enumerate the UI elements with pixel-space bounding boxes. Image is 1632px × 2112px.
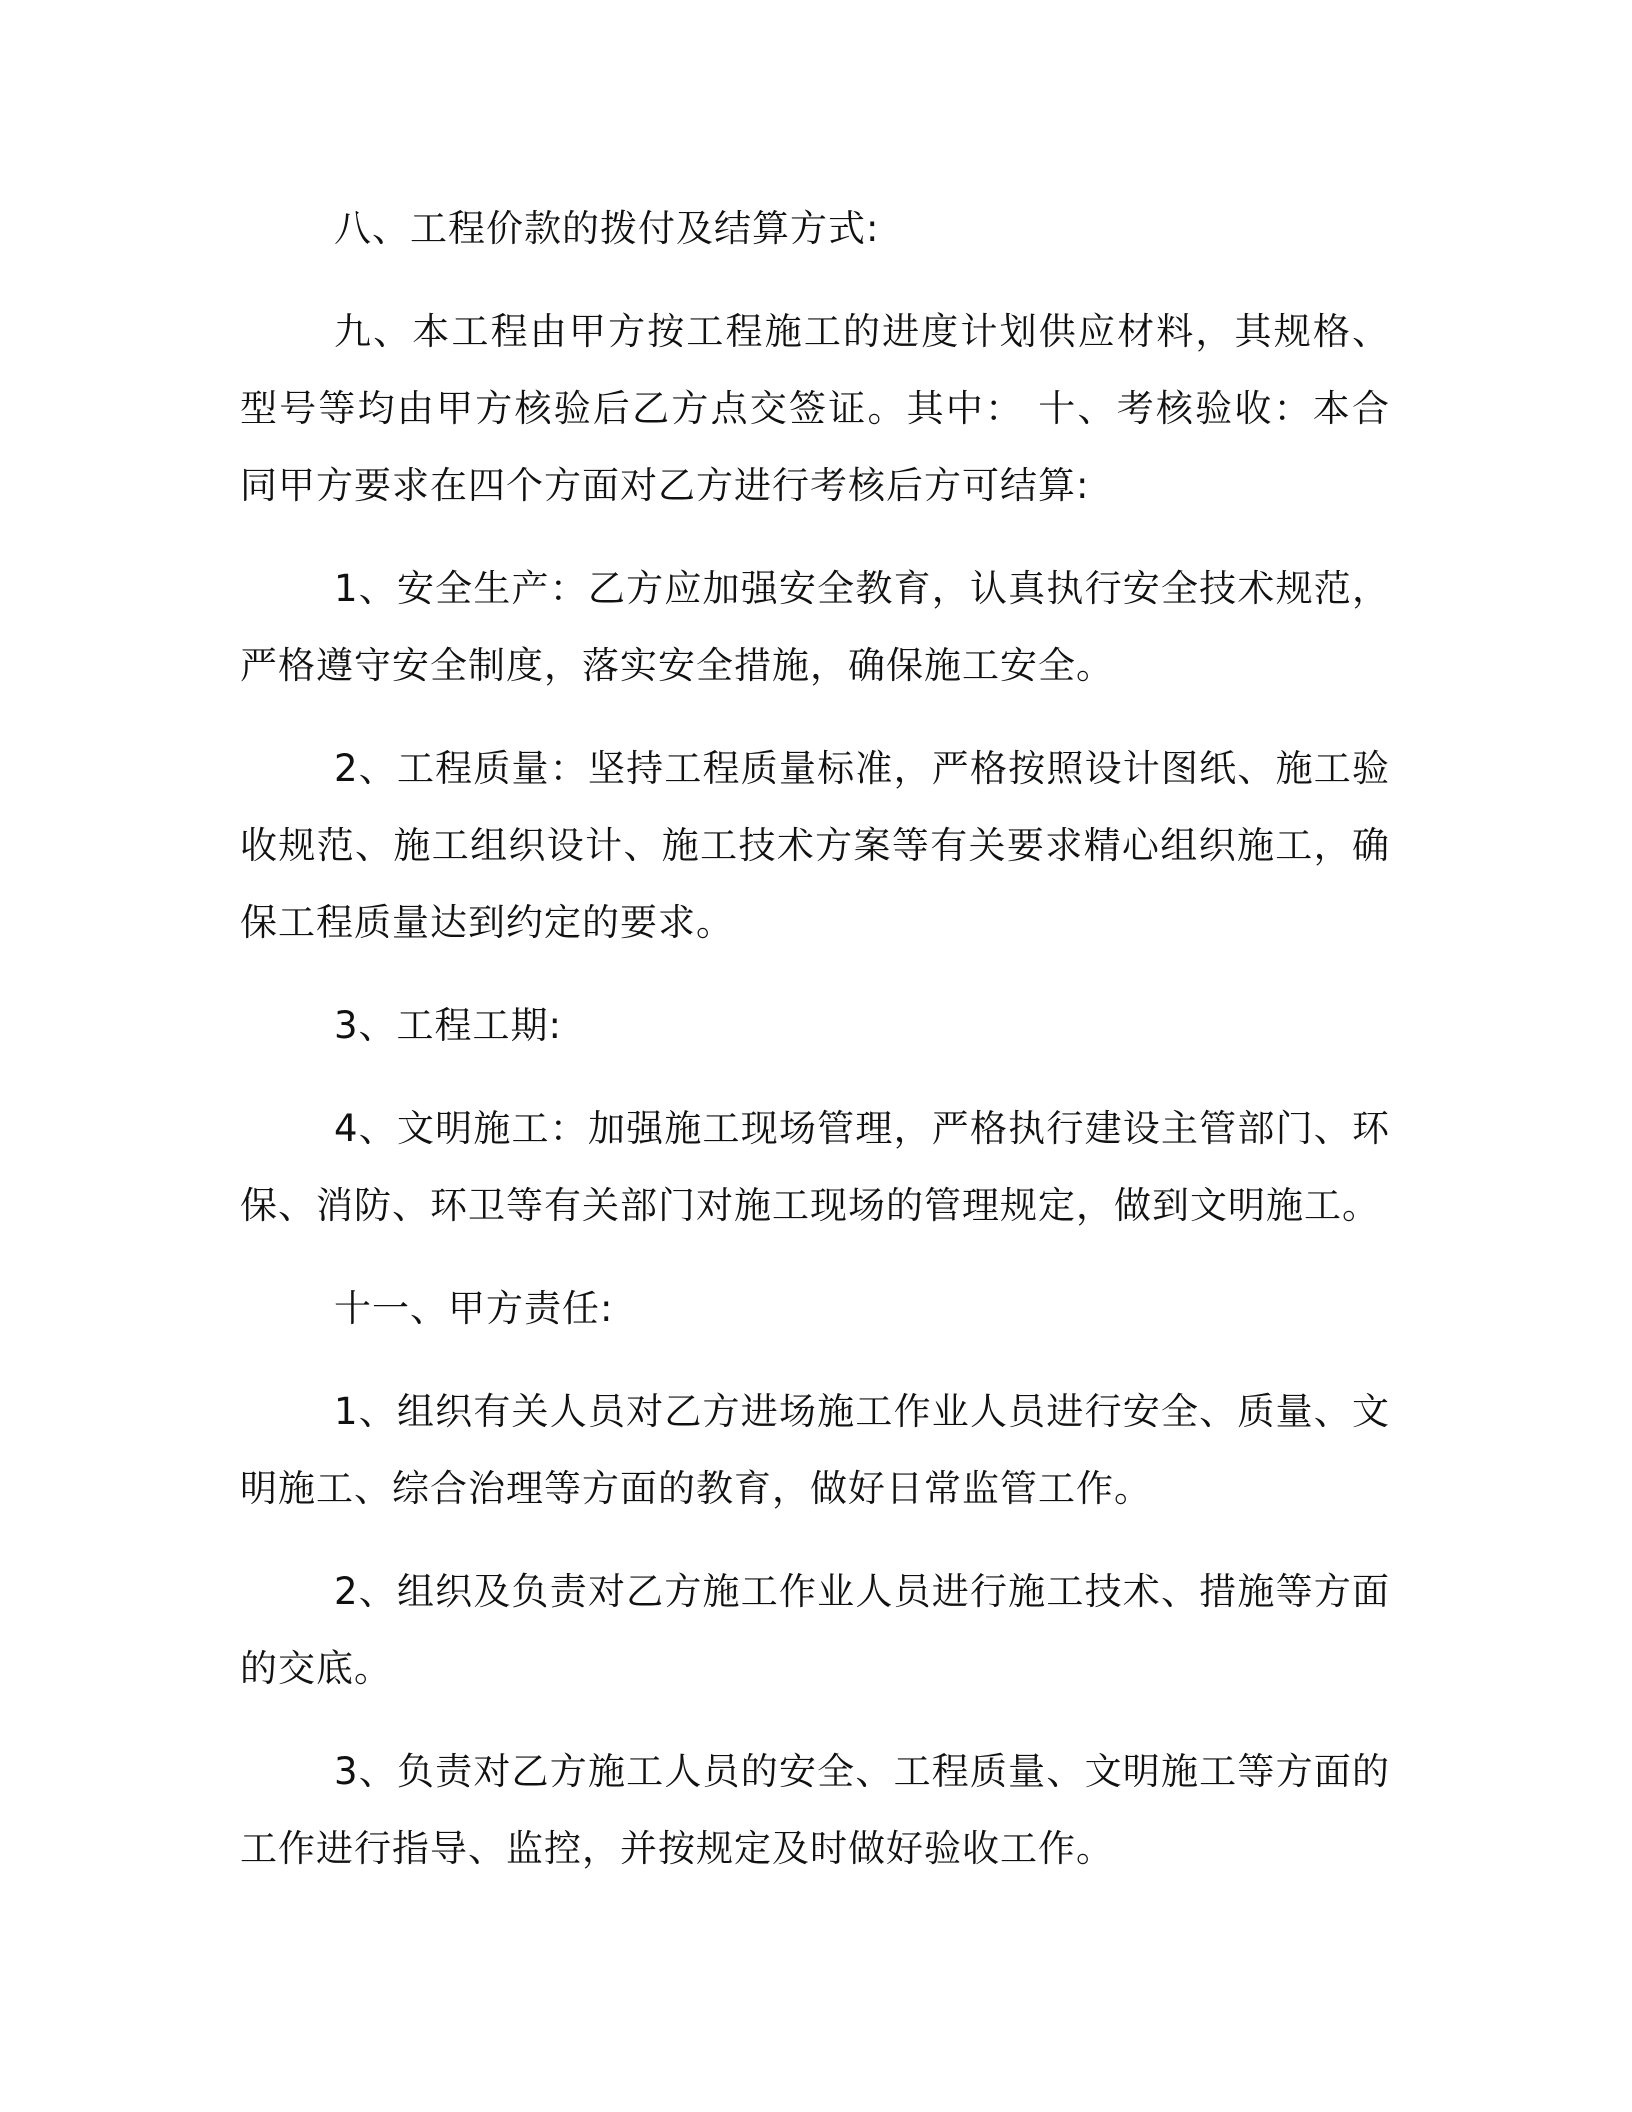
paragraph-responsibility-2: 2、组织及负责对乙方施工作业人员进行施工技术、措施等方面的交底。 xyxy=(240,1570,1390,1690)
paragraph-engineering-quality: 2、工程质量：坚持工程质量标准，严格按照设计图纸、施工验收规范、施工组织设计、施工技术方案等有关要求精心组织施工，确保工程质量达到约定的要求。 xyxy=(240,747,1390,944)
section-heading-payment-settlement: 八、工程价款的拨付及结算方式: xyxy=(334,207,880,250)
paragraph-responsibility-3: 3、负责对乙方施工人员的安全、工程质量、文明施工等方面的工作进行指导、监控，并按规定及时做好验收工作。 xyxy=(240,1750,1390,1870)
document-body xyxy=(240,190,1390,1913)
section-heading-party-a-responsibility: 十一、甲方责任: xyxy=(334,1287,614,1330)
paragraph-civilized-construction: 4、文明施工：加强施工现场管理，严格执行建设主管部门、环保、消防、环卫等有关部门对施工现场的管理规定，做到文明施工。 xyxy=(240,1107,1390,1227)
paragraph-responsibility-1: 1、组织有关人员对乙方进场施工作业人员进行安全、质量、文明施工、综合治理等方面的教育，做好日常监管工作。 xyxy=(240,1390,1390,1510)
paragraph-material-supply-and-acceptance: 九、本工程由甲方按工程施工的进度计划供应材料，其规格、型号等均由甲方核验后乙方点交签证。其中： 十、考核验收：本合同甲方要求在四个方面对乙方进行考核后方可结算: xyxy=(240,310,1390,507)
paragraph-safety-production: 1、安全生产：乙方应加强安全教育，认真执行安全技术规范，严格遵守安全制度，落实安全措施，确保施工安全。 xyxy=(240,567,1390,687)
paragraph-construction-period: 3、工程工期: xyxy=(334,1004,563,1047)
